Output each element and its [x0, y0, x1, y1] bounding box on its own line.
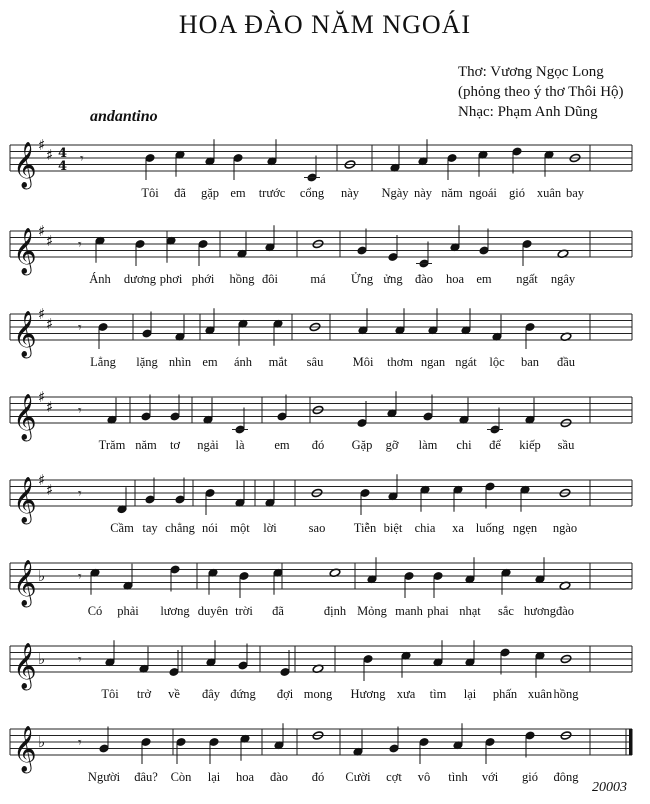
- lyric-syllable: tơ: [169, 438, 181, 452]
- time-signature-top: 4: [58, 146, 68, 161]
- lyric-syllable: một: [230, 521, 250, 535]
- lyric-syllable: hồng: [229, 272, 255, 286]
- key-signature-accidental: ♯: [38, 305, 46, 323]
- lyric-syllable: Lẳng: [90, 355, 116, 369]
- key-signature-accidental: ♯: [38, 388, 46, 406]
- lyric-syllable: đứng: [230, 687, 256, 701]
- lyric-syllable: duyên: [197, 604, 229, 618]
- lyric-syllable: phai: [427, 604, 449, 618]
- lyric-syllable: Người: [87, 770, 121, 784]
- lyric-syllable: về: [168, 687, 180, 701]
- lyric-syllable: cổng: [299, 186, 325, 200]
- lyric-syllable: lại: [207, 770, 221, 784]
- lyric-syllable: gió: [509, 186, 525, 200]
- lyric-syllable: kiếp: [519, 438, 541, 452]
- lyric-syllable: sắc: [498, 604, 514, 618]
- eighth-rest-icon: 𝄾: [78, 486, 82, 502]
- staff-system: [10, 388, 632, 452]
- lyric-syllable: chia: [414, 521, 436, 535]
- key-signature-accidental: ♯: [38, 471, 46, 489]
- treble-clef-icon: 𝄞: [13, 726, 37, 772]
- lyric-syllable: phơi: [159, 272, 183, 286]
- tempo-marking: andantino: [90, 108, 158, 125]
- lyric-syllable: đợi: [276, 687, 294, 701]
- lyric-syllable: tìm: [429, 687, 447, 701]
- lyric-syllable: phới: [191, 272, 215, 286]
- lyric-syllable: đã: [272, 604, 284, 618]
- treble-clef-icon: 𝄞: [13, 477, 37, 523]
- lyric-syllable: em: [230, 186, 246, 200]
- lyric-syllable: phải: [117, 604, 139, 618]
- key-signature-accidental: ♯: [46, 145, 54, 164]
- lyric-syllable: thơm: [386, 355, 414, 369]
- eighth-rest-icon: 𝄾: [78, 735, 82, 751]
- treble-clef-icon: 𝄞: [13, 560, 37, 606]
- lyric-syllable: ngát: [455, 355, 477, 369]
- lyric-syllable: ngất: [516, 272, 538, 286]
- staff-system: [10, 640, 632, 701]
- lyric-syllable: này: [413, 186, 433, 200]
- lyric-syllable: phấn: [492, 687, 518, 701]
- lyric-syllable: Trăm: [98, 438, 126, 452]
- lyric-syllable: tình: [448, 770, 468, 784]
- lyric-syllable: lại: [463, 687, 477, 701]
- eighth-rest-icon: 𝄾: [78, 403, 82, 419]
- lyric-syllable: dương: [123, 272, 157, 286]
- key-signature-accidental: ♯: [46, 231, 54, 250]
- lyric-syllable: nhạt: [459, 604, 481, 618]
- lyric-syllable: để: [489, 438, 501, 452]
- lyric-syllable: gió: [522, 770, 538, 784]
- lyric-syllable: lộc: [489, 355, 505, 369]
- poem-credit: Thơ: Vương Ngọc Long: [458, 64, 604, 80]
- lyric-syllable: đào: [555, 604, 575, 618]
- lyric-syllable: Ánh: [89, 272, 111, 286]
- staff-system: [10, 305, 632, 369]
- lyric-syllable: Tôi: [141, 186, 159, 200]
- adaptation-credit: (phỏng theo ý thơ Thôi Hộ): [458, 84, 624, 100]
- lyric-syllable: đã: [174, 186, 186, 200]
- lyric-syllable: bay: [565, 186, 585, 200]
- lyric-syllable: em: [202, 355, 218, 369]
- lyric-syllable: em: [274, 438, 290, 452]
- time-signature-bottom: 4: [58, 159, 68, 174]
- eighth-rest-icon: 𝄾: [78, 237, 82, 253]
- lyric-syllable: ửng: [383, 272, 403, 286]
- lyric-syllable: biệt: [383, 521, 403, 535]
- staff-system: [10, 222, 632, 286]
- lyric-syllable: xưa: [396, 687, 416, 701]
- lyric-syllable: đào: [414, 272, 434, 286]
- lyric-syllable: đông: [553, 770, 579, 784]
- lyric-syllable: đây: [201, 687, 221, 701]
- lyric-syllable: manh: [395, 604, 423, 618]
- lyric-syllable: đào: [269, 770, 289, 784]
- lyric-syllable: là: [235, 438, 245, 452]
- treble-clef-icon: 𝄞: [13, 228, 37, 274]
- song-title: HOA ĐÀO NĂM NGOÁI: [178, 10, 472, 39]
- key-signature-accidental: ♯: [38, 222, 46, 240]
- key-signature-accidental: ♯: [38, 136, 46, 154]
- lyric-syllable: xuân: [527, 687, 553, 701]
- lyric-syllable: Hương: [350, 687, 386, 701]
- staff-system: [10, 136, 632, 200]
- lyric-syllable: luống: [475, 521, 505, 535]
- lyric-syllable: này: [340, 186, 360, 200]
- lyric-syllable: lương: [160, 604, 190, 618]
- lyric-syllable: Có: [87, 604, 103, 618]
- staff-system: [10, 723, 633, 784]
- lyric-syllable: cợt: [386, 770, 402, 784]
- lyric-syllable: đầu: [556, 355, 576, 369]
- lyric-syllable: xuân: [536, 186, 562, 200]
- music-credit: Nhạc: Phạm Anh Dũng: [458, 104, 598, 120]
- treble-clef-icon: 𝄞: [13, 394, 37, 440]
- lyric-syllable: gỡ: [385, 438, 399, 452]
- lyric-syllable: đó: [311, 770, 325, 784]
- final-barline-thick: [629, 729, 633, 755]
- lyric-syllable: chi: [456, 438, 472, 452]
- lyric-syllable: Gặp: [351, 438, 373, 452]
- lyric-syllable: Còn: [170, 770, 192, 784]
- lyric-syllable: em: [476, 272, 492, 286]
- lyric-syllable: sâu: [306, 355, 324, 369]
- lyric-syllable: ngào: [552, 521, 578, 535]
- lyric-syllable: tay: [142, 521, 158, 535]
- lyric-syllable: hoa: [235, 770, 255, 784]
- lyric-syllable: hoa: [445, 272, 465, 286]
- eighth-rest-icon: 𝄾: [80, 151, 84, 167]
- lyric-syllable: ngoái: [469, 186, 497, 200]
- treble-clef-icon: 𝄞: [13, 142, 37, 188]
- lyric-syllable: nói: [202, 521, 218, 535]
- key-signature-accidental: ♯: [46, 480, 54, 499]
- lyric-syllable: năm: [441, 186, 463, 200]
- lyric-syllable: hương: [523, 604, 557, 618]
- lyric-syllable: ban: [520, 355, 540, 369]
- key-signature-accidental: ♯: [46, 397, 54, 416]
- lyric-syllable: má: [310, 272, 326, 286]
- lyric-syllable: với: [481, 770, 499, 784]
- lyric-syllable: ngan: [420, 355, 446, 369]
- eighth-rest-icon: 𝄾: [78, 569, 82, 585]
- lyric-syllable: mắt: [268, 355, 288, 369]
- staff-system: [10, 471, 632, 535]
- lyric-syllable: ngây: [550, 272, 576, 286]
- key-signature-accidental: ♯: [46, 314, 54, 333]
- lyric-syllable: trời: [235, 604, 253, 618]
- lyric-syllable: đâu?: [134, 770, 158, 784]
- lyric-syllable: làm: [418, 438, 438, 452]
- lyric-syllable: Cầm: [110, 521, 134, 535]
- lyric-syllable: nhìn: [168, 355, 192, 369]
- lyric-syllable: mong: [303, 687, 333, 701]
- lyric-syllable: vô: [417, 770, 431, 784]
- lyric-syllable: lặng: [136, 355, 158, 369]
- lyric-syllable: ánh: [233, 355, 253, 369]
- lyric-syllable: trở: [136, 687, 152, 701]
- lyric-syllable: sao: [308, 521, 326, 535]
- lyric-syllable: sầu: [557, 438, 575, 452]
- lyric-syllable: chẳng: [165, 521, 195, 535]
- eighth-rest-icon: 𝄾: [78, 652, 82, 668]
- footer-number: 20003: [592, 780, 627, 795]
- lyric-syllable: hồng: [553, 687, 579, 701]
- lyric-syllable: định: [323, 604, 347, 618]
- lyric-syllable: ngải: [197, 438, 219, 452]
- lyric-syllable: Mỏng: [357, 604, 387, 618]
- lyric-syllable: lời: [263, 521, 277, 535]
- lyric-syllable: gặp: [200, 186, 220, 200]
- lyric-syllable: Cười: [345, 770, 371, 784]
- lyric-syllable: Ngày: [381, 186, 409, 200]
- key-signature-accidental: ♭: [38, 733, 46, 751]
- lyric-syllable: trước: [258, 186, 286, 200]
- key-signature-accidental: ♭: [38, 567, 46, 585]
- lyric-syllable: Môi: [352, 355, 374, 369]
- lyric-syllable: đôi: [262, 272, 278, 286]
- lyric-syllable: đó: [311, 438, 325, 452]
- staff-system: [10, 557, 632, 618]
- eighth-rest-icon: 𝄾: [78, 320, 82, 336]
- lyric-syllable: Tiễn: [353, 521, 377, 535]
- lyric-syllable: ngẹn: [512, 521, 538, 535]
- lyric-syllable: năm: [135, 438, 157, 452]
- treble-clef-icon: 𝄞: [13, 643, 37, 689]
- treble-clef-icon: 𝄞: [13, 311, 37, 357]
- lyric-syllable: xa: [452, 521, 464, 535]
- lyric-syllable: Ửng: [350, 272, 374, 286]
- key-signature-accidental: ♭: [38, 650, 46, 668]
- lyric-syllable: Tôi: [101, 687, 119, 701]
